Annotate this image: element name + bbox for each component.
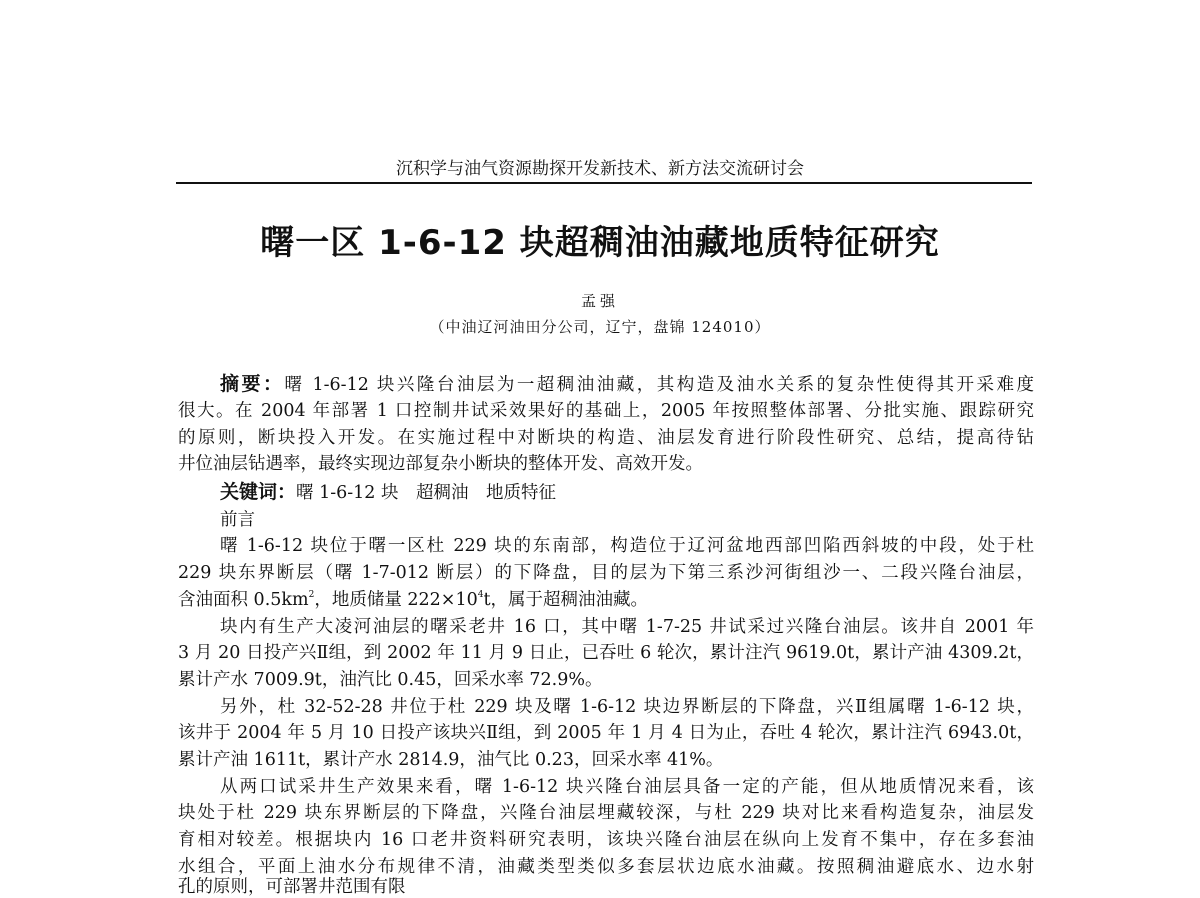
text: ，地质储量 222×10: [314, 590, 478, 610]
keywords-label: 关键词：: [220, 481, 297, 503]
body-line: 水组合，平面上油水分布规律不清，油藏类型类似多套层状边底水油藏。按照稠油避底水、边水射: [178, 857, 1034, 877]
text: 含油面积 0.5km: [178, 590, 309, 610]
superscript: 2: [308, 590, 315, 600]
affiliation: （中油辽河油田分公司，辽宁，盘锦 124010）: [429, 318, 771, 336]
body-line: 育相对较差。根据块内 16 口老井资料研究表明，该块兴隆台油层在纵向上发育不集中，存在多套油: [178, 830, 1034, 850]
abstract-line: [220, 373, 1034, 396]
body-line: 累计产水 7009.9t，油汽比 0.45，回采水率 72.9%。: [178, 670, 603, 690]
body-line: [178, 589, 1034, 611]
keywords-text: 曙 1-6-12 块 超稠油 地质特征: [296, 483, 557, 503]
body-line: 229 块东界断层（曙 1-7-012 断层）的下降盘，目的层为下第三系沙河街组沙一、二段兴隆台油层，: [178, 563, 1034, 583]
paper-title: 曙一区 1-6-12 块超稠油油藏地质特征研究: [260, 223, 940, 263]
abstract-line: 的原则，断块投入开发。在实施过程中对断块的构造、油层发育进行阶段性研究、总结，提高待钻: [178, 428, 1034, 448]
running-header: 沉积学与油气资源勘探开发新技术、新方法交流研讨会: [396, 159, 804, 179]
body-line: 曙 1-6-12 块位于曙一区杜 229 块的东南部，构造位于辽河盆地西部凹陷西斜坡的中段，处于杜: [220, 536, 1034, 556]
body-line: 另外，杜 32-52-28 井位于杜 229 块及曙 1-6-12 块边界断层的下降盘，兴Ⅱ组属曙 1-6-12 块，: [220, 697, 1034, 717]
body-line: 块内有生产大凌河油层的曙采老井 16 口，其中曙 1-7-25 井试采过兴隆台油层。该井自 2001 年: [220, 617, 1034, 637]
body-line: 累计产油 1611t，累计产水 2814.9，油气比 0.23，回采水率 41%。: [178, 750, 724, 770]
body-line: 孔的原则，可部署井范围有限: [178, 877, 406, 897]
abstract-line: 井位油层钻遇率，最终实现边部复杂小断块的整体开发、高效开发。: [178, 454, 703, 474]
superscript: 4: [477, 590, 484, 600]
abstract-label: 摘要：: [220, 373, 285, 395]
author: 孟强: [580, 292, 619, 310]
body-line: 从两口试采井生产效果来看，曙 1-6-12 块兴隆台油层具备一定的产能，但从地质情况来看，该: [220, 777, 1034, 797]
abstract-text: 曙 1-6-12 块兴隆台油层为一超稠油油藏，其构造及油水关系的复杂性使得其开采难度: [284, 375, 1034, 395]
body-line: 该井于 2004 年 5 月 10 日投产该块兴Ⅱ组，到 2005 年 1 月 4 日为止，吞吐 4 轮次，累计注汽 6943.0t，: [178, 723, 1034, 743]
body-line: 块处于杜 229 块东界断层的下降盘，兴隆台油层埋藏较深，与杜 229 块对比来看构造复杂，油层发: [178, 803, 1034, 823]
section-heading: 前言: [220, 510, 255, 530]
keywords-line: [220, 481, 1034, 504]
abstract-line: 很大。在 2004 年部署 1 口控制井试采效果好的基础上，2005 年按照整体部署、分批实施、跟踪研究: [178, 401, 1034, 421]
body-line: 3 月 20 日投产兴Ⅱ组，到 2002 年 11 月 9 日止，已吞吐 6 轮次，累计注汽 9619.0t，累计产油 4309.2t，: [178, 643, 1034, 663]
header-rule: [176, 182, 1032, 184]
text: t，属于超稠油油藏。: [483, 590, 649, 610]
